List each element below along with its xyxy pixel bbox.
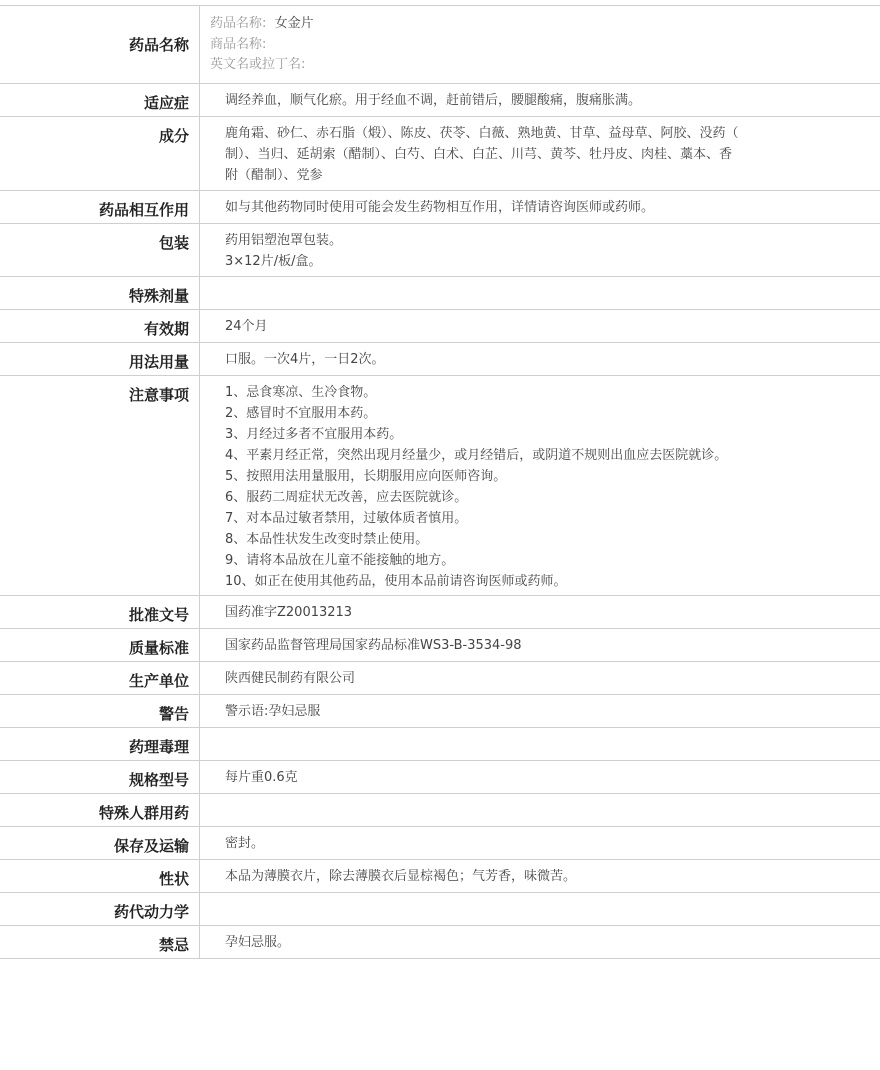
row-interactions: [0, 191, 880, 224]
row-packaging: [0, 224, 880, 277]
row-approval: [0, 596, 880, 629]
row-pharmacokinetics: [0, 893, 880, 926]
value-line: 陕西健民制药有限公司: [225, 671, 356, 686]
row-value: [200, 343, 880, 375]
value-line: 鹿角霜、砂仁、赤石脂（煅）、陈皮、茯苓、白薇、熟地黄、甘草、益母草、阿胶、没药（: [225, 126, 739, 141]
row-shelf_life: [0, 310, 880, 343]
row-label: 包装: [0, 224, 200, 276]
trade-name-label: 商品名称:: [210, 36, 267, 52]
row-value: [200, 893, 880, 925]
value-line: 药用铝塑泡罩包装。: [225, 233, 343, 248]
row-label: 药代动力学: [0, 893, 200, 925]
row-label: 生产单位: [0, 662, 200, 694]
value-line: 10、如正在使用其他药品，使用本品前请咨询医师或药师。: [225, 574, 567, 589]
english-name-label: 英文名或拉丁名:: [210, 57, 306, 72]
value-line: 附（醋制）、党参: [225, 168, 323, 183]
generic-name-label: 药品名称:: [210, 16, 267, 31]
row-label: 性状: [0, 860, 200, 892]
row-label: 特殊剂量: [0, 277, 200, 309]
row-standard: [0, 629, 880, 662]
row-value: [200, 860, 880, 892]
value-line: 6、服药二周症状无改善，应去医院就诊。: [225, 490, 468, 505]
value-line: 1、忌食寒凉、生冷食物。: [225, 385, 377, 400]
row-value: [200, 376, 880, 595]
value-line: 孕妇忌服。: [225, 935, 291, 950]
value-line: 24个月: [225, 319, 268, 334]
row-value: [200, 596, 880, 628]
row-label: 适应症: [0, 84, 200, 116]
row-label: 有效期: [0, 310, 200, 342]
row-label: 保存及运输: [0, 827, 200, 859]
row-value: [200, 84, 880, 116]
value-line: 9、请将本品放在儿童不能接触的地方。: [225, 553, 455, 568]
row-value: [200, 117, 880, 190]
row-value: [200, 629, 880, 661]
row-label: 用法用量: [0, 343, 200, 375]
value-line: 口服。一次4片，一日2次。: [225, 352, 385, 367]
row-value: [200, 794, 880, 826]
row-label: 规格型号: [0, 761, 200, 793]
row-value: [200, 224, 880, 276]
row-value: [200, 310, 880, 342]
value-line: 2、感冒时不宜服用本药。: [225, 406, 377, 421]
row-drug-name: [0, 6, 880, 84]
row-label: 成分: [0, 117, 200, 190]
row-spec: [0, 761, 880, 794]
row-value: [200, 827, 880, 859]
row-label: 药品相互作用: [0, 191, 200, 223]
row-label: 质量标准: [0, 629, 200, 661]
value-line: 调经养血，顺气化瘀。用于经血不调，赶前错后，腰腿酸痛，腹痛胀满。: [225, 93, 642, 108]
row-label: 特殊人群用药: [0, 794, 200, 826]
row-value: [200, 695, 880, 727]
row-value: [200, 191, 880, 223]
value-line: 3、月经过多者不宜服用本药。: [225, 427, 403, 442]
value-line: 7、对本品过敏者禁用，过敏体质者慎用。: [225, 511, 468, 526]
row-special_dosage: [0, 277, 880, 310]
row-value: [200, 761, 880, 793]
row-storage: [0, 827, 880, 860]
row-value: [200, 6, 880, 83]
value-line: 国家药品监督管理局国家药品标准WS3-B-3534-98: [225, 638, 522, 653]
row-value: [200, 662, 880, 694]
row-label: 药品名称: [0, 6, 200, 83]
value-line: 警示语:孕妇忌服: [225, 704, 321, 719]
row-value: [200, 926, 880, 958]
row-label: 注意事项: [0, 376, 200, 595]
row-contraindications: [0, 926, 880, 959]
row-indication: [0, 84, 880, 117]
row-toxicology: [0, 728, 880, 761]
value-line: 密封。: [225, 836, 265, 851]
value-line: 国药准字Z20013213: [225, 605, 353, 620]
row-label: 禁忌: [0, 926, 200, 958]
row-usage: [0, 343, 880, 376]
row-warning: [0, 695, 880, 728]
value-line: 8、本品性状发生改变时禁止使用。: [225, 532, 429, 547]
value-line: 如与其他药物同时使用可能会发生药物相互作用，详情请咨询医师或药师。: [225, 200, 655, 215]
value-line: 制）、当归、延胡索（醋制）、白芍、白术、白芷、川芎、黄芩、牡丹皮、肉桂、藁本、香: [225, 147, 733, 162]
value-line: 3×12片/板/盒。: [225, 254, 322, 269]
value-line: 4、平素月经正常，突然出现月经量少，或月经错后，或阴道不规则出血应去医院就诊。: [225, 448, 728, 463]
row-label: 批准文号: [0, 596, 200, 628]
row-ingredients: [0, 117, 880, 191]
row-properties: [0, 860, 880, 893]
value-line: 本品为薄膜衣片，除去薄膜衣后显棕褐色；气芳香，味微苦。: [225, 869, 577, 884]
row-special_population: [0, 794, 880, 827]
row-label: 警告: [0, 695, 200, 727]
value-line: 5、按照用法用量服用，长期服用应向医师咨询。: [225, 469, 507, 484]
value-line: 每片重0.6克: [225, 770, 298, 785]
row-label: 药理毒理: [0, 728, 200, 760]
row-precautions: [0, 376, 880, 596]
row-value: [200, 277, 880, 309]
generic-name-value: 女金片: [274, 16, 314, 31]
row-manufacturer: [0, 662, 880, 695]
row-value: [200, 728, 880, 760]
drug-info-table: [0, 5, 880, 959]
